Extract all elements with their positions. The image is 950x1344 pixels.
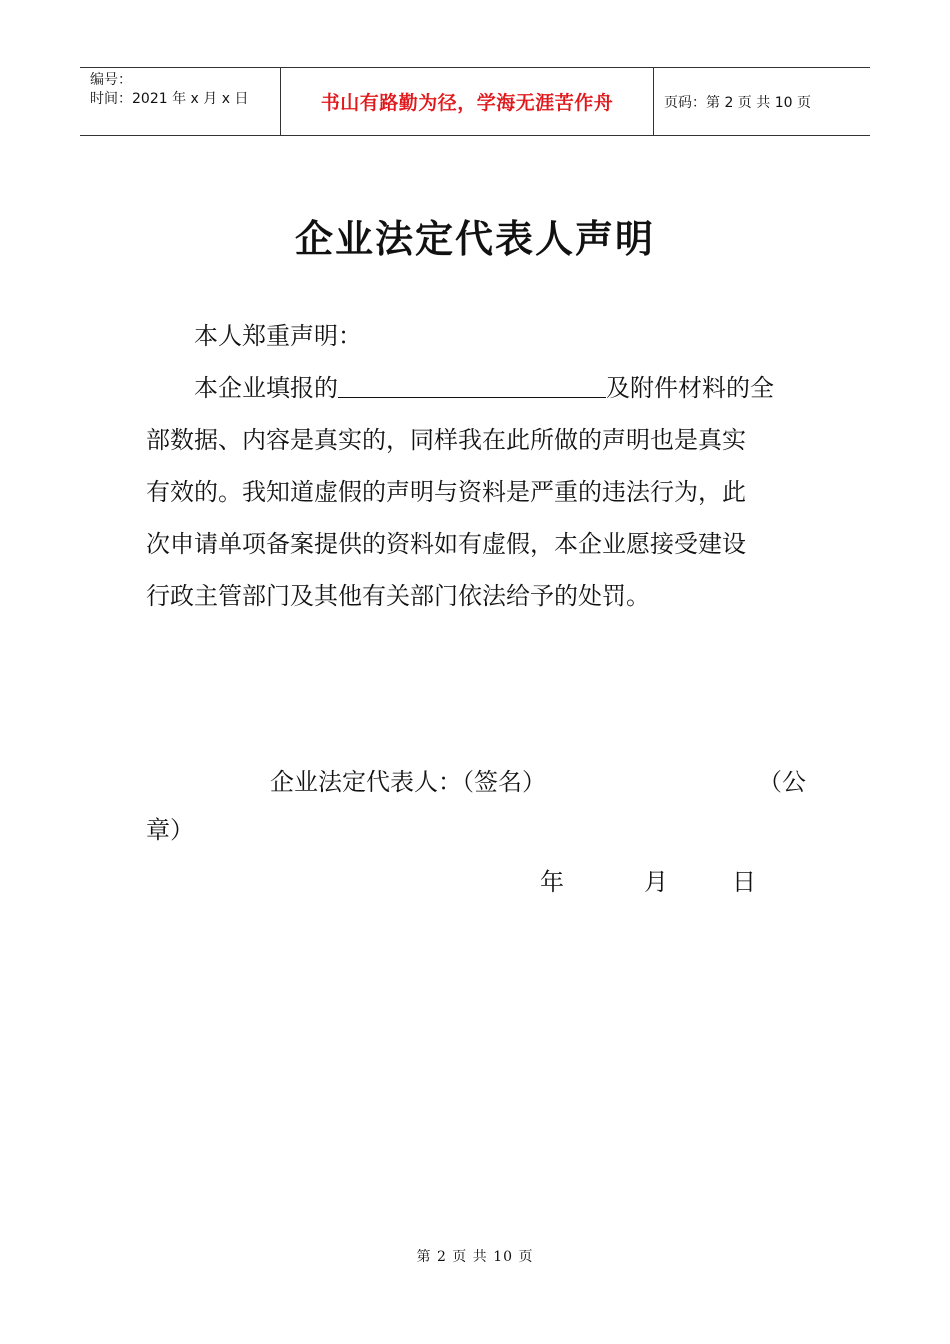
document-title: 企业法定代表人声明 bbox=[294, 217, 655, 261]
header-motto: 书山有路勤为径，学海无涯苦作舟 bbox=[281, 68, 654, 135]
declaration-line-1-before: 本企业填报的 bbox=[194, 374, 338, 402]
header-table bbox=[80, 67, 870, 136]
signature-block bbox=[146, 758, 806, 854]
date-label: 时间：2021 年 x 月 x 日 bbox=[90, 91, 249, 107]
page-footer: 第 2 页 共 10 页 bbox=[416, 1249, 534, 1265]
declaration-line-3: 有效的。我知道虚假的声明与资料是严重的违法行为，此 bbox=[146, 478, 746, 506]
header-page-info: 页码：第 2 页 共 10 页 bbox=[664, 94, 811, 111]
date-month: 月 bbox=[644, 868, 668, 896]
declaration-line-4: 次申请单项备案提供的资料如有虚假，本企业愿接受建设 bbox=[146, 530, 746, 558]
intro-text: 本人郑重声明： bbox=[194, 322, 362, 350]
fill-in-blank[interactable] bbox=[338, 373, 606, 398]
declaration-line-1-after: 及附件材料的全 bbox=[606, 374, 774, 402]
declaration-line-1 bbox=[146, 362, 806, 414]
declaration-paragraph bbox=[146, 362, 806, 622]
serial-label: 编号： bbox=[90, 72, 132, 88]
seal-label-end: 章） bbox=[146, 816, 194, 844]
intro-paragraph bbox=[146, 310, 806, 362]
date-day: 日 bbox=[732, 868, 756, 896]
declaration-line-2: 部数据、内容是真实的，同样我在此所做的声明也是真实 bbox=[146, 426, 746, 454]
date-year: 年 bbox=[540, 868, 564, 896]
rep-signature-label: 企业法定代表人：（签名） bbox=[270, 768, 546, 796]
date-block bbox=[146, 858, 806, 906]
header-meta-cell bbox=[80, 68, 281, 135]
declaration-line-5: 行政主管部门及其他有关部门依法给予的处罚。 bbox=[146, 582, 650, 610]
seal-label-start: （公 bbox=[758, 768, 806, 796]
